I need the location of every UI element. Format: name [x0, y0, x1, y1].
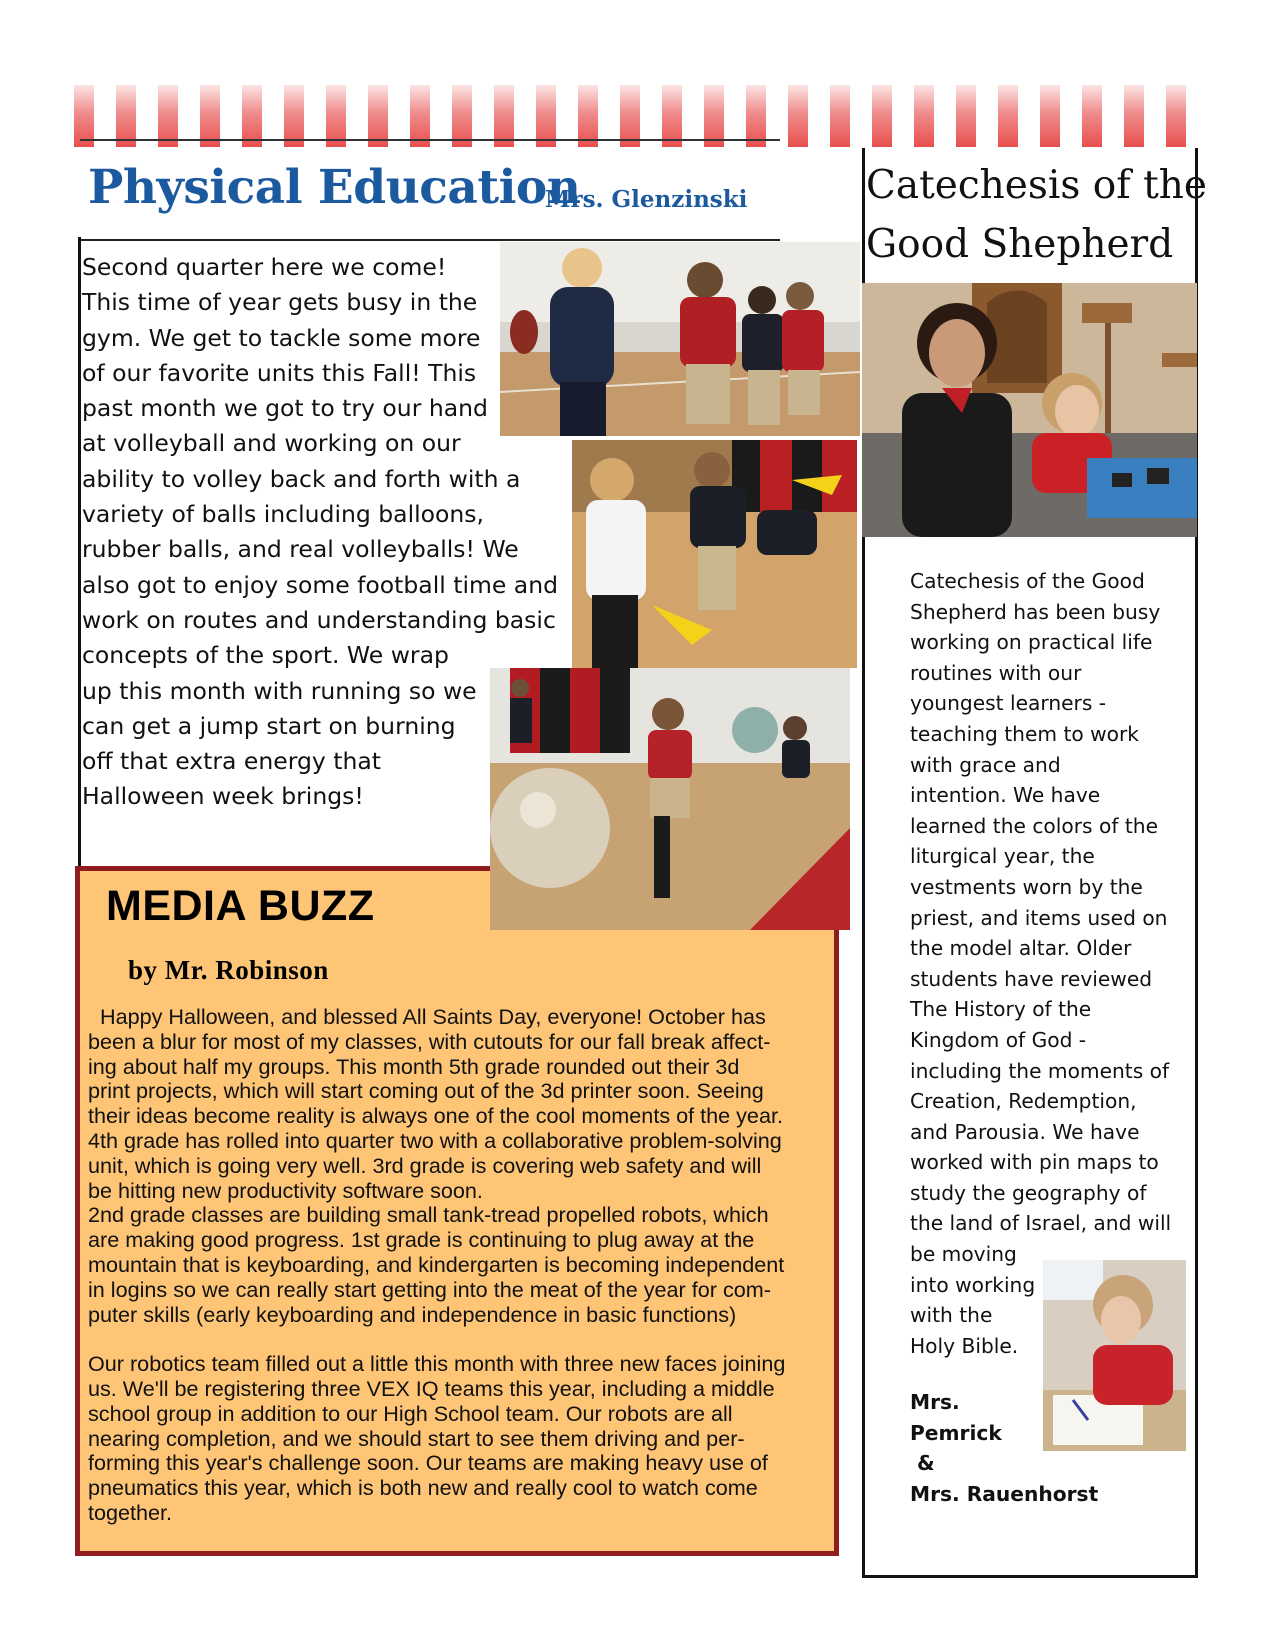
signature-line: Mrs.	[910, 1390, 960, 1414]
pe-title: Physical Education	[88, 160, 581, 215]
football-photo	[500, 242, 860, 436]
cgs-line: intention. We have	[910, 783, 1101, 808]
pe-line: rubber balls, and real volleyballs! We	[82, 535, 519, 564]
cgs-title-line: Good Shepherd	[866, 222, 1174, 267]
pe-line: Halloween week brings!	[82, 782, 364, 811]
pe-line: off that extra energy that	[82, 747, 382, 776]
media-line: 4th grade has rolled into quarter two with a collaborative problem-solving	[88, 1127, 782, 1153]
media-line: ing about half my groups. This month 5th grade rounded out their 3d	[88, 1053, 740, 1079]
cgs-line: into working	[910, 1272, 1036, 1297]
pe-teacher: Mrs. Glenzinski	[545, 186, 748, 213]
cgs-line: Kingdom of God -	[910, 1027, 1087, 1052]
cgs-line: including the moments of	[910, 1058, 1170, 1083]
pe-line: can get a jump start on burning	[82, 711, 456, 740]
cgs-line: the land of Israel, and will	[910, 1211, 1172, 1236]
cgs-title	[866, 156, 1207, 274]
media-buzz-article	[88, 1005, 833, 1526]
pe-line: past month we got to try our hand	[82, 394, 488, 423]
cgs-line: liturgical year, the	[910, 844, 1095, 869]
cgs-line: Catechesis of the Good	[910, 569, 1145, 593]
signature-line: Pemrick	[910, 1420, 1002, 1445]
cgs-students-photo	[862, 283, 1197, 537]
cgs-line: the model altar. Older	[910, 936, 1132, 961]
media-line: been a blur for most of my classes, with cutouts for our fall break affect-	[88, 1028, 771, 1054]
media-line: us. We'll be registering three VEX IQ teams this year, including a middle	[88, 1375, 775, 1401]
media-line: print projects, which will start coming out of the 3d printer soon. Seeing	[88, 1078, 764, 1104]
media-line	[88, 1327, 833, 1352]
cgs-article	[910, 566, 1180, 1361]
pe-line: This time of year gets busy in the	[82, 288, 478, 317]
striped-banner	[74, 85, 1198, 147]
media-line: Happy Halloween, and blessed All Saints Day, everyone! October has	[88, 1004, 766, 1029]
cgs-line: vestments worn by the	[910, 874, 1143, 899]
pe-line: Second quarter here we come!	[82, 253, 447, 281]
cgs-line: teaching them to work	[910, 721, 1139, 746]
media-line: school group in addition to our High School team. Our robots are all	[88, 1400, 733, 1426]
pe-line: at volleyball and working on our	[82, 429, 461, 458]
media-line: forming this year's challenge soon. Our teams are making heavy use of	[88, 1450, 768, 1476]
cgs-line: students have reviewed	[910, 966, 1153, 991]
media-line: 2nd grade classes are building small tank-tread propelled robots, which	[88, 1202, 769, 1228]
pe-line: ability to volley back and forth with a	[82, 464, 521, 493]
media-line: together.	[88, 1499, 173, 1525]
cgs-line: Creation, Redemption,	[910, 1089, 1137, 1114]
media-line: puter skills (early keyboarding and independence in basic functions)	[88, 1301, 737, 1327]
cgs-line: routines with our	[910, 660, 1082, 685]
signature-line: Mrs. Rauenhorst	[910, 1481, 1099, 1506]
cgs-line: with grace and	[910, 752, 1061, 777]
cgs-line: priest, and items used on	[910, 905, 1168, 930]
cgs-signature	[910, 1387, 1098, 1509]
cgs-line: with the	[910, 1303, 993, 1328]
banner-divider	[80, 139, 780, 141]
cgs-line: and Parousia. We have	[910, 1119, 1140, 1144]
pe-line: variety of balls including balloons,	[82, 500, 484, 529]
media-line: unit, which is going very well. 3rd grade is covering web safety and will	[88, 1152, 762, 1178]
media-line: nearing completion, and we should start to see them driving and per-	[88, 1425, 745, 1451]
scoop-game-photo	[572, 440, 857, 668]
pe-line: up this month with running so we	[82, 676, 477, 705]
media-buzz-author: by Mr. Robinson	[128, 955, 329, 985]
media-line: are making good progress. 1st grade is continuing to plug away at the	[88, 1227, 755, 1253]
cgs-line: be moving	[910, 1242, 1017, 1267]
signature-line: &	[910, 1451, 935, 1476]
cgs-line: The History of the	[910, 997, 1092, 1022]
cgs-line: Shepherd has been busy	[910, 599, 1161, 624]
cgs-line: learned the colors of the	[910, 813, 1158, 838]
media-line: their ideas become reality is always one of the cool moments of the year.	[88, 1103, 783, 1129]
pe-line: gym. We get to tackle some more	[82, 323, 481, 352]
media-line: be hitting new productivity software soon.	[88, 1177, 483, 1203]
pe-line: work on routes and understanding basic	[82, 605, 556, 634]
exercise-ball-photo-overlap	[490, 866, 850, 930]
cgs-title-line: Catechesis of the	[866, 163, 1207, 208]
cgs-line: working on practical life	[910, 630, 1153, 655]
cgs-line: youngest learners -	[910, 691, 1107, 716]
media-line: Our robotics team filled out a little this month with three new faces joining	[88, 1351, 786, 1377]
media-line: pneumatics this year, which is both new and really cool to watch come	[88, 1475, 758, 1501]
pe-line: concepts of the sport. We wrap	[82, 641, 449, 670]
media-buzz-title: MEDIA BUZZ	[106, 882, 375, 930]
media-line: mountain that is keyboarding, and kindergarten is becoming independent	[88, 1251, 785, 1277]
media-line: in logins so we can really start getting into the meat of the year for com-	[88, 1276, 771, 1302]
pe-frame-line	[78, 237, 81, 875]
cgs-line: study the geography of	[910, 1180, 1147, 1205]
pe-divider	[80, 239, 780, 241]
cgs-line: worked with pin maps to	[910, 1150, 1159, 1175]
cgs-line: Holy Bible.	[910, 1333, 1019, 1358]
pe-line: also got to enjoy some football time and	[82, 570, 559, 599]
pe-line: of our favorite units this Fall! This	[82, 358, 477, 387]
